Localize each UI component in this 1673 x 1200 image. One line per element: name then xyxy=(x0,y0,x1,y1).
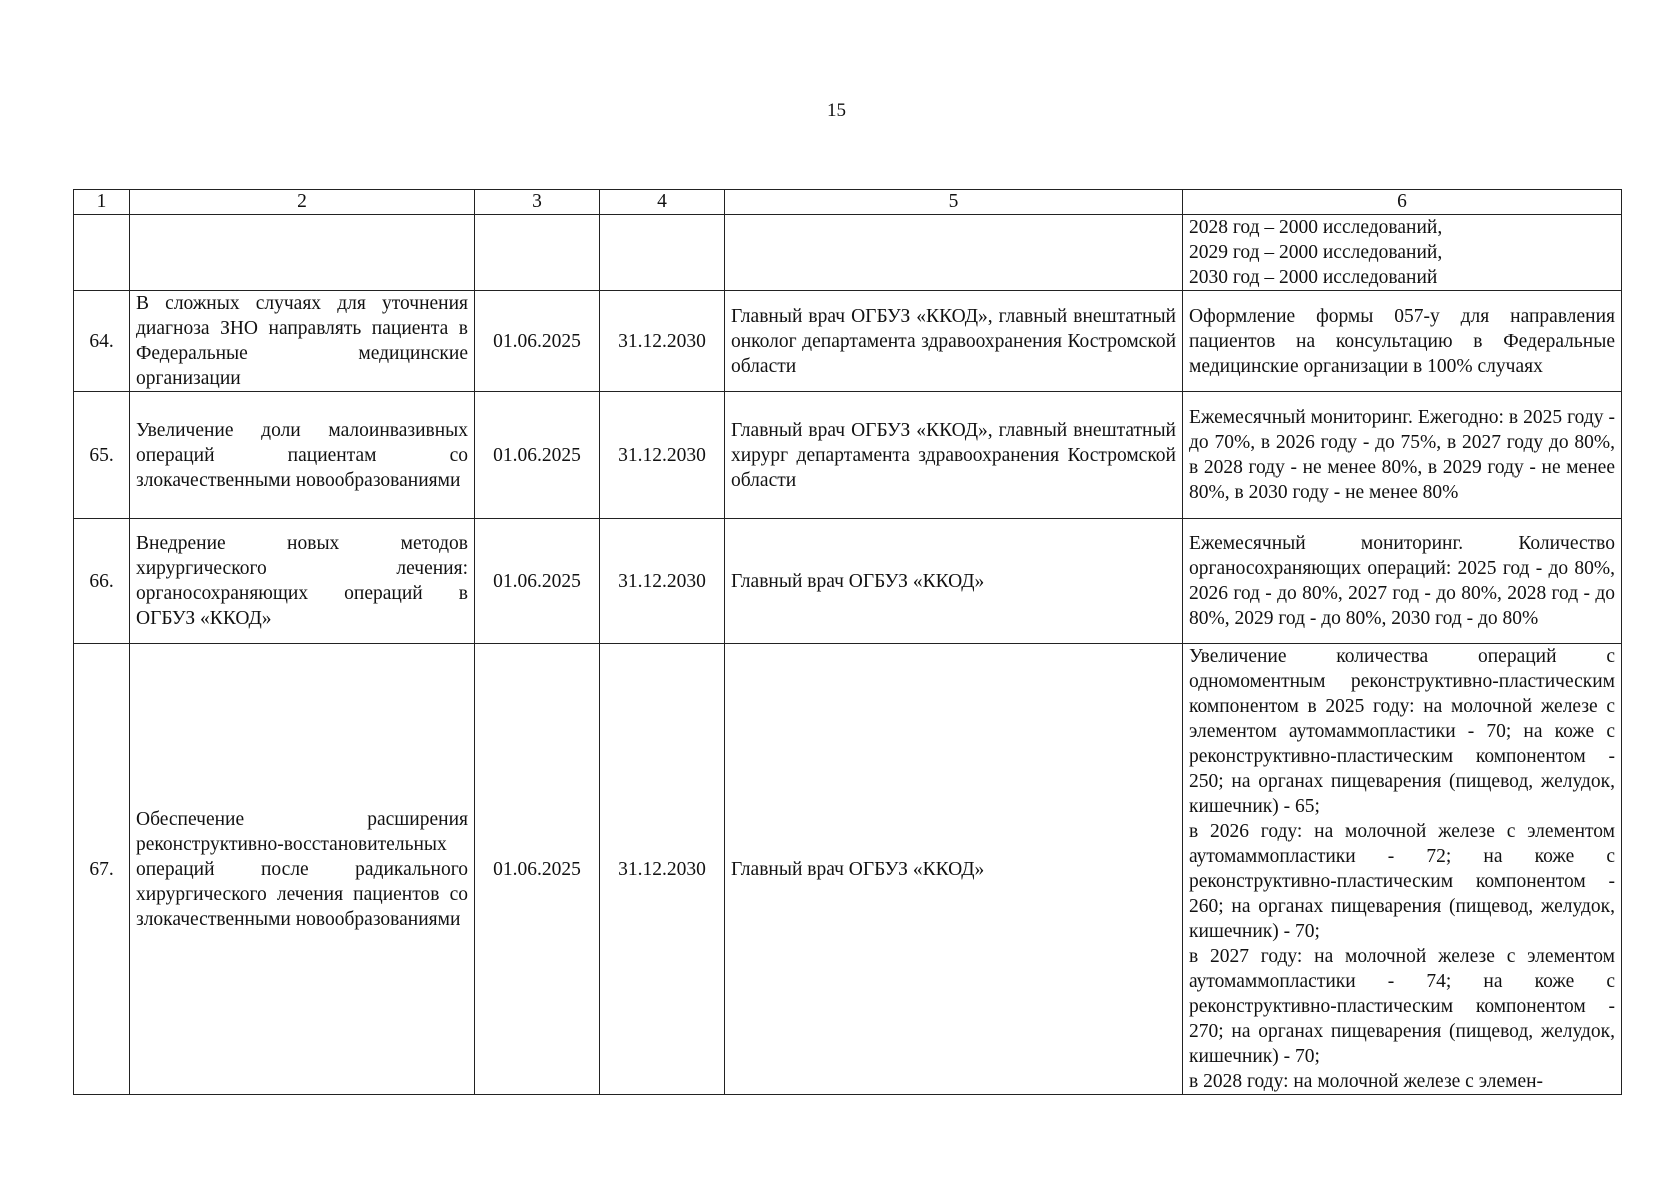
result-cell xyxy=(1183,644,1622,1095)
header-col-3: 3 xyxy=(475,190,600,215)
row-number: 65. xyxy=(74,392,130,519)
header-col-6: 6 xyxy=(1183,190,1622,215)
end-date: 31.12.2030 xyxy=(600,519,725,644)
start-date: 01.06.2025 xyxy=(475,644,600,1095)
page-number: 15 xyxy=(827,100,846,121)
start-date: 01.06.2025 xyxy=(475,392,600,519)
table-row xyxy=(74,644,1622,1095)
start-date: 01.06.2025 xyxy=(475,291,600,392)
end-date: 31.12.2030 xyxy=(600,644,725,1095)
start-date: 01.06.2025 xyxy=(475,519,600,644)
result-cell: Ежемесячный мониторинг. Ежегодно: в 2025 году - до 70%, в 2026 году - до 75%, в 2027 году до 80%, в 2028 году - не менее 80%, в 2029 году - не менее 80%, в 2030 году - не менее 80% xyxy=(1183,392,1622,519)
measure-cell: Внедрение новых методов хирургического лечения: органосохраняющих операций в ОГБУЗ «ККОД» xyxy=(130,519,475,644)
action-plan-table xyxy=(73,189,1622,1095)
empty-cell xyxy=(725,215,1183,291)
header-col-4: 4 xyxy=(600,190,725,215)
header-col-2: 2 xyxy=(130,190,475,215)
result-paragraph: Увеличение количества операций с одномоментным реконструктивно-пластическим компонентом в 2025 году: на молочной железе с элементом аутомаммопластики - 70; на коже с реконструктивно-пластическим компонентом - 250; на органах пищеварения (пищевод, желудок, кишечник) - 65; xyxy=(1189,646,1615,817)
table-row xyxy=(74,392,1622,519)
row-number: 64. xyxy=(74,291,130,392)
empty-cell xyxy=(130,215,475,291)
measure-cell: В сложных случаях для уточнения диагноза ЗНО направлять пациента в Федеральные медицинские организации xyxy=(130,291,475,392)
result-cell: Ежемесячный мониторинг. Количество органосохраняющих операций: 2025 год - до 80%, 2026 год - до 80%, 2027 год - до 80%, 2028 год - до 80%, 2029 год - до 80%, 2030 год - до 80% xyxy=(1183,519,1622,644)
empty-cell xyxy=(74,215,130,291)
empty-cell xyxy=(600,215,725,291)
measure-cell: Увеличение доли малоинвазивных операций пациентам со злокачественными новообразованиями xyxy=(130,392,475,519)
result-paragraph: в 2028 году: на молочной железе с элемен- xyxy=(1189,1071,1544,1092)
header-col-5: 5 xyxy=(725,190,1183,215)
result-paragraph: в 2026 году: на молочной железе с элементом аутомаммопластики - 72; на коже с реконструктивно-пластическим компонентом - 260; на органах пищеварения (пищевод, желудок, кишечник) - 70; xyxy=(1189,821,1615,942)
row-number: 66. xyxy=(74,519,130,644)
result-line: 2029 год – 2000 исследований, xyxy=(1189,242,1443,263)
end-date: 31.12.2030 xyxy=(600,392,725,519)
empty-cell xyxy=(475,215,600,291)
table-row xyxy=(74,291,1622,392)
continuation-row xyxy=(74,215,1622,291)
row-number: 67. xyxy=(74,644,130,1095)
result-line: 2028 год – 2000 исследований, xyxy=(1189,217,1443,238)
responsible-cell: Главный врач ОГБУЗ «ККОД», главный внештатный хирург департамента здравоохранения Костромской области xyxy=(725,392,1183,519)
table-header-row xyxy=(74,190,1622,215)
table-row xyxy=(74,519,1622,644)
responsible-cell: Главный врач ОГБУЗ «ККОД» xyxy=(725,644,1183,1095)
result-paragraph: в 2027 году: на молочной железе с элементом аутомаммопластики - 74; на коже с реконструктивно-пластическим компонентом - 270; на органах пищеварения (пищевод, желудок, кишечник) - 70; xyxy=(1189,946,1615,1067)
result-line: 2030 год – 2000 исследований xyxy=(1189,267,1438,288)
result-cell: Оформление формы 057-у для направления пациентов на консультацию в Федеральные медицинские организации в 100% случаях xyxy=(1183,291,1622,392)
header-col-1: 1 xyxy=(74,190,130,215)
continuation-result-cell xyxy=(1183,215,1622,291)
measure-cell: Обеспечение расширения реконструктивно-восстановительных операций после радикального хирургического лечения пациентов со злокачественными новообразованиями xyxy=(130,644,475,1095)
end-date: 31.12.2030 xyxy=(600,291,725,392)
responsible-cell: Главный врач ОГБУЗ «ККОД», главный внештатный онколог департамента здравоохранения Костромской области xyxy=(725,291,1183,392)
responsible-cell: Главный врач ОГБУЗ «ККОД» xyxy=(725,519,1183,644)
